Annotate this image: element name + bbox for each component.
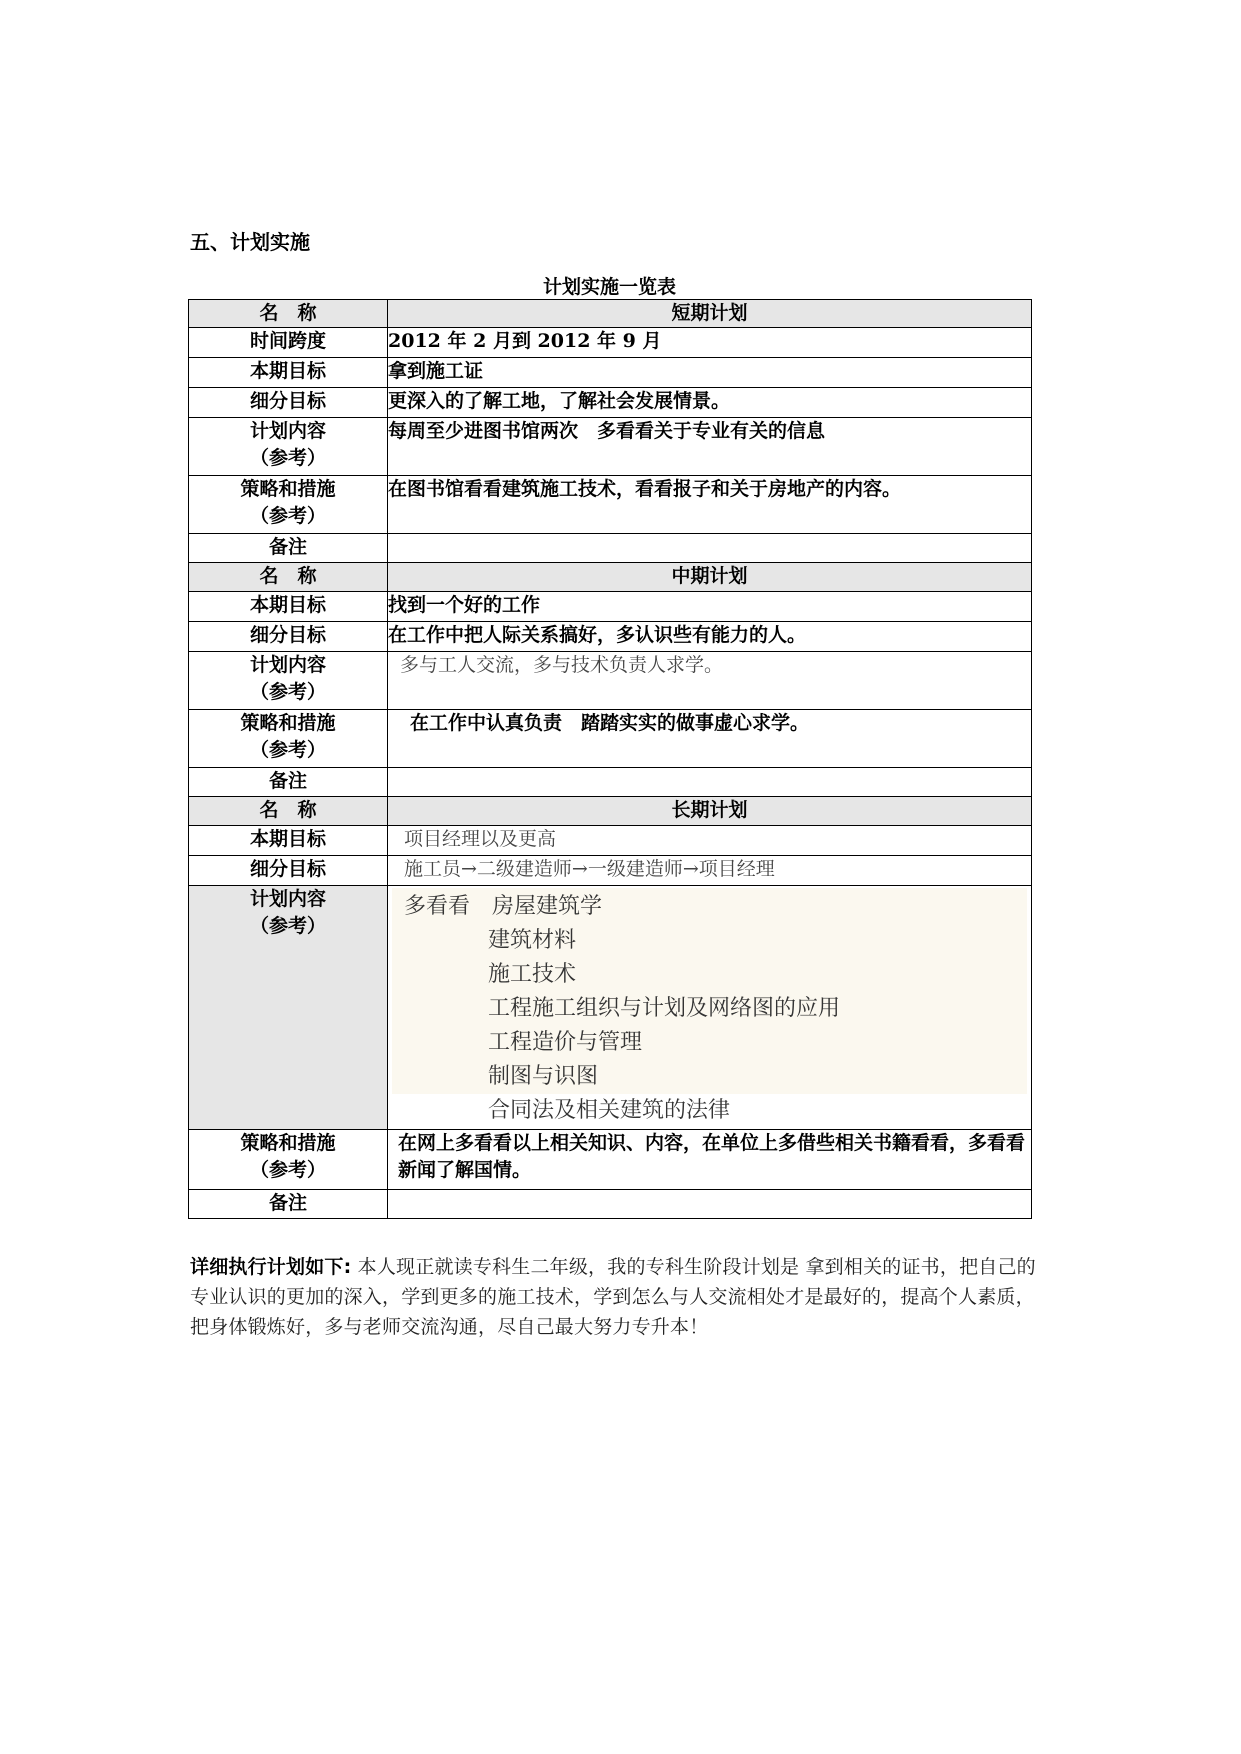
short-content-value: 每周至少进图书馆两次 多看看关于专业有关的信息	[388, 418, 1032, 476]
strategy-label-text: 策略和措施	[240, 478, 336, 500]
strategy-label	[189, 476, 388, 534]
strategy-label-text: 策略和措施	[240, 712, 336, 734]
goal-label: 本期目标	[189, 592, 388, 622]
goal-label: 本期目标	[189, 358, 388, 388]
mid-strategy-value: 在工作中认真负责 踏踏实实的做事虚心求学。	[388, 710, 1032, 768]
name-label: 名 称	[189, 563, 388, 592]
long-strategy-value: 在网上多看看以上相关知识、内容，在单位上多借些相关书籍看看，多看看新闻了解国情。	[388, 1130, 1032, 1190]
plan-table	[188, 299, 1032, 1219]
content-ref-text: （参考）	[249, 681, 326, 703]
mid-sub-goal-value: 在工作中把人际关系搞好，多认识些有能力的人。	[388, 622, 1032, 652]
goal-label: 本期目标	[189, 826, 388, 856]
short-goal-value: 拿到施工证	[388, 358, 1032, 388]
time-span-label: 时间跨度	[189, 328, 388, 358]
reading-item: 施工技术	[488, 962, 577, 987]
reading-item: 制图与识图	[488, 1064, 599, 1089]
long-content-row	[189, 886, 1032, 1130]
mid-term-title: 中期计划	[388, 563, 1032, 592]
short-sub-goal-value: 更深入的了解工地，了解社会发展情景。	[388, 388, 1032, 418]
long-goal-value: 项目经理以及更高	[388, 826, 1032, 856]
sub-goal-label: 细分目标	[189, 856, 388, 886]
detail-body: 本人现正就读专科生二年级，我的专科生阶段计划是 拿到相关的证书，把自己的专业认识的更加的深入，学到更多的施工技术，学到怎么与人交流相处才是最好的，提高个人素质，把身体锻炼好，多与老师交流沟通，尽自己最大努力专升本！	[190, 1256, 1036, 1338]
reading-item: 建筑材料	[488, 928, 577, 953]
content-ref-text: （参考）	[249, 915, 326, 937]
content-ref-text: （参考）	[249, 447, 326, 469]
sub-goal-label: 细分目标	[189, 622, 388, 652]
short-goal-row	[189, 358, 1032, 388]
mid-note-value	[388, 768, 1032, 797]
long-strategy-row	[189, 1130, 1032, 1190]
content-label-text: 计划内容	[249, 420, 326, 442]
reading-first: 多看看 房屋建筑学	[404, 894, 603, 919]
strategy-label	[189, 1130, 388, 1190]
short-term-header-row	[189, 300, 1032, 328]
long-sub-goal-value: 施工员→二级建造师→一级建造师→项目经理	[388, 856, 1032, 886]
time-span-value: 2012 年 2 月到 2012 年 9 月	[388, 328, 1032, 358]
reading-item: 工程造价与管理	[488, 1030, 643, 1055]
content-label	[189, 418, 388, 476]
note-label: 备注	[189, 768, 388, 797]
section-title: 五、计划实施	[190, 230, 310, 254]
content-label	[189, 652, 388, 710]
strategy-ref-text: （参考）	[249, 739, 326, 761]
reading-item: 合同法及相关建筑的法律	[392, 1094, 1027, 1128]
content-label	[189, 886, 388, 1130]
short-term-title: 短期计划	[388, 300, 1032, 328]
mid-note-row	[189, 768, 1032, 797]
mid-goal-value: 找到一个好的工作	[388, 592, 1032, 622]
time-span-row	[189, 328, 1032, 358]
content-label-text: 计划内容	[249, 654, 326, 676]
short-strategy-value: 在图书馆看看建筑施工技术，看看报子和关于房地产的内容。	[388, 476, 1032, 534]
short-note-row	[189, 534, 1032, 563]
mid-term-header-row	[189, 563, 1032, 592]
table-caption: 计划实施一览表	[542, 276, 676, 298]
long-sub-goal-row	[189, 856, 1032, 886]
sub-goal-label: 细分目标	[189, 388, 388, 418]
long-term-header-row	[189, 797, 1032, 826]
note-label: 备注	[189, 534, 388, 563]
mid-strategy-row	[189, 710, 1032, 768]
long-goal-row	[189, 826, 1032, 856]
reading-item: 工程施工组织与计划及网络图的应用	[488, 996, 841, 1021]
strategy-label	[189, 710, 388, 768]
mid-sub-goal-row	[189, 622, 1032, 652]
detail-lead: 详细执行计划如下:	[190, 1256, 352, 1278]
mid-content-row	[189, 652, 1032, 710]
reading-list	[392, 888, 1027, 1128]
long-term-title: 长期计划	[388, 797, 1032, 826]
long-note-value	[388, 1190, 1032, 1219]
strategy-ref-text: （参考）	[249, 505, 326, 527]
content-label-text: 计划内容	[249, 888, 326, 910]
short-content-row	[189, 418, 1032, 476]
mid-content-value: 多与工人交流，多与技术负责人求学。	[388, 652, 1032, 710]
short-strategy-row	[189, 476, 1032, 534]
note-label: 备注	[189, 1190, 388, 1219]
short-sub-goal-row	[189, 388, 1032, 418]
mid-goal-row	[189, 592, 1032, 622]
long-note-row	[189, 1190, 1032, 1219]
strategy-label-text: 策略和措施	[240, 1132, 336, 1154]
name-label: 名 称	[189, 797, 388, 826]
name-label: 名 称	[189, 300, 388, 328]
strategy-ref-text: （参考）	[249, 1159, 326, 1181]
short-note-value	[388, 534, 1032, 563]
detail-paragraph	[190, 1252, 1050, 1342]
long-content-value	[388, 886, 1032, 1130]
